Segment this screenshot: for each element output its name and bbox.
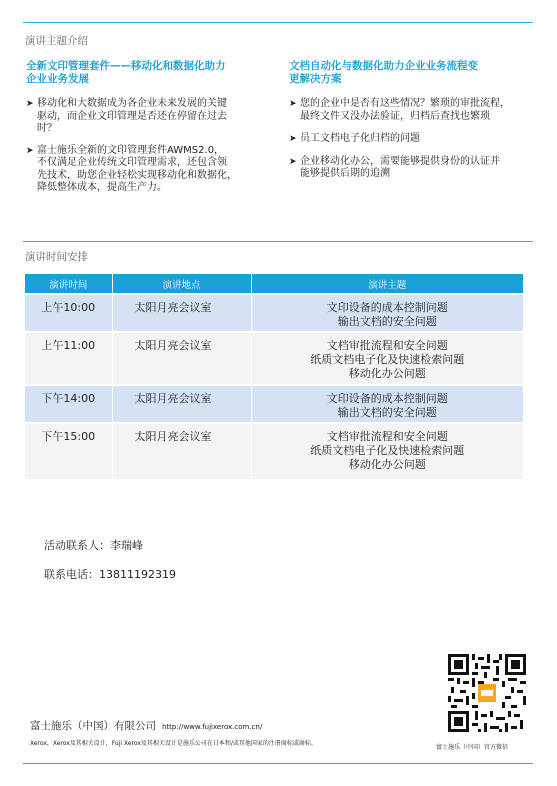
arrow-bullet-icon: ➤ (289, 99, 297, 109)
topic-cell: 文档审批流程和安全问题 纸质文档电子化及快速检索问题 移动化办公问题 (251, 423, 523, 479)
right-bullet-list (289, 98, 529, 181)
company-name: 富士施乐（中国）有限公司 (30, 720, 156, 732)
arrow-bullet-icon: ➤ (26, 99, 34, 109)
place-cell: 太阳月亮会议室 (112, 332, 251, 385)
table-header-row (25, 274, 523, 294)
table-row (25, 294, 523, 332)
wechat-qr-code (448, 654, 526, 732)
schedule-section-label: 演讲时间安排 (25, 251, 88, 263)
list-item: ➤ 富士施乐全新的文印管理套件AWMS2.0， 不仅满足企业传统文印管理需求，还包含领 先技术，助您企业轻松实现移动化和数据化， 降低整体成本，提高生产力。 (26, 144, 237, 193)
arrow-bullet-icon: ➤ (289, 156, 297, 167)
topic-cell: 文档审批流程和安全问题 纸质文档电子化及快速检索问题 移动化办公问题 (251, 332, 523, 385)
arrow-bullet-icon: ➤ (26, 145, 34, 156)
time-cell: 上午10:00 (25, 294, 112, 332)
intro-section-label: 演讲主题介绍 (25, 35, 88, 47)
list-item: ➤ 移动化和大数据成为各企业未来发展的关键 驱动，而企业文印管理是否还在停留在过去 时？ (26, 98, 227, 134)
company-url[interactable]: http://www.fujixerox.com.cn/ (162, 723, 263, 731)
list-item: ➤ 您的企业中是否有这些情况？繁琐的审批流程， 最终文件又没办法验证，归档后查找也繁琐 (289, 98, 510, 122)
left-bullet-list (26, 98, 266, 195)
right-topic-title: 文档自动化与数据化助力企业业务流程变 更解决方案 (289, 60, 478, 85)
intro-left-column (26, 60, 266, 204)
intro-right-column (289, 60, 529, 191)
company-info (30, 718, 262, 733)
topic-cell: 文印设备的成本控制问题 输出文档的安全问题 (251, 385, 523, 423)
contact-person: 活动联系人：李瑞峰 (44, 539, 143, 552)
list-item: ➤ 企业移动化办公，需要能够提供身份的认证并 能够提供后期的追溯 (289, 155, 500, 179)
bottom-divider (23, 763, 533, 764)
qr-caption: 富士施乐（中国）官方微信 (436, 744, 509, 751)
left-topic-title: 全新文印管理套件——移动化和数据化助力 企业业务发展 (26, 60, 226, 85)
trademark-notice: Xerox，Xerox及其相关设计，Fuji Xerox及其相关设计是施乐公司在日本和/或其他国家的注册商标或商标。 (30, 740, 317, 747)
contact-phone: 联系电话：13811192319 (44, 568, 176, 581)
table-row (25, 423, 523, 479)
place-cell: 太阳月亮会议室 (112, 294, 251, 332)
time-cell: 下午15:00 (25, 423, 112, 479)
table-row (25, 332, 523, 385)
schedule-table (25, 274, 523, 479)
header-place: 演讲地点 (112, 274, 251, 294)
arrow-bullet-icon: ➤ (289, 134, 297, 144)
header-time: 演讲时间 (25, 274, 112, 294)
place-cell: 太阳月亮会议室 (112, 385, 251, 423)
header-topic: 演讲主题 (251, 274, 523, 294)
list-item: ➤ 员工文档电子化归档的问题 (289, 133, 420, 144)
table-row (25, 385, 523, 423)
time-cell: 上午11:00 (25, 332, 112, 385)
top-divider (23, 22, 533, 23)
topic-cell: 文印设备的成本控制问题 输出文档的安全问题 (251, 294, 523, 332)
place-cell: 太阳月亮会议室 (112, 423, 251, 479)
time-cell: 下午14:00 (25, 385, 112, 423)
schedule-divider (23, 241, 533, 242)
